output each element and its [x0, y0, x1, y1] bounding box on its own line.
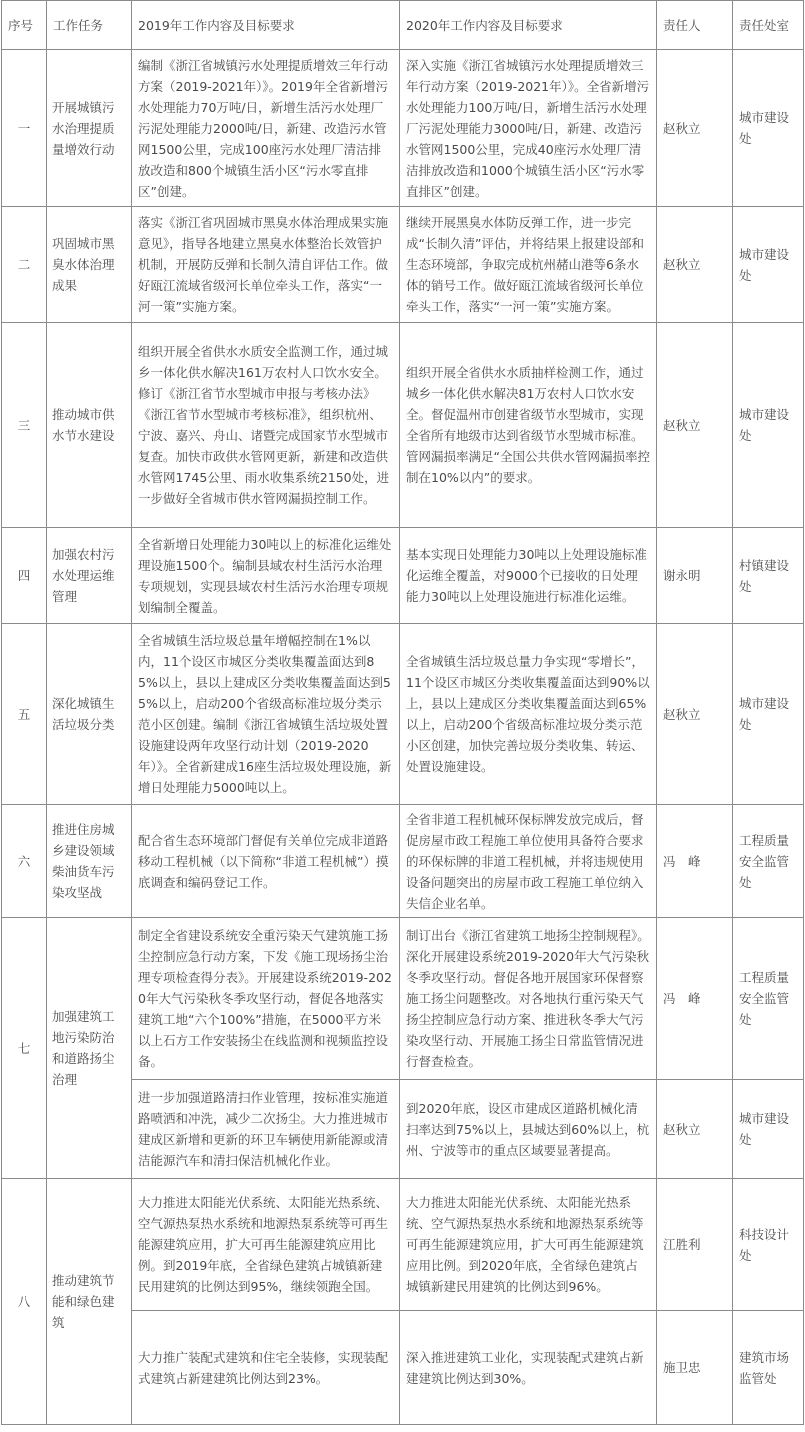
header-2019: 2019年工作内容及目标要求 [132, 1, 400, 50]
task-cell: 深化城镇生活垃圾分类 [47, 624, 132, 805]
header-seq: 序号 [2, 1, 47, 50]
person-cell: 赵秋立 [657, 50, 733, 207]
task-cell: 巩固城市黑臭水体治理成果 [47, 207, 132, 323]
table-row [2, 528, 804, 624]
person-cell: 赵秋立 [657, 323, 733, 528]
task-cell: 推进住房城乡建设领域柴油货车污染攻坚战 [47, 805, 132, 918]
content-2019-cell: 组织开展全省供水水质安全监测工作，通过城乡一体化供水解决161万农村人口饮水安全。修订《浙江省节水型城市申报与考核办法》《浙江省节水型城市考核标准》，组织杭州、宁波、嘉兴、舟山、诸暨完成国家节水型城市复查。加快市政供水管网更新，新建和改造供水管网1745公里、雨水收集系统2150处，进一步做好全省城市供水管网漏损控制工作。 [132, 323, 400, 528]
dept-cell: 城市建设处 [733, 207, 804, 323]
dept-cell: 城市建设处 [733, 50, 804, 207]
dept-cell: 工程质量安全监管处 [733, 805, 804, 918]
content-2019-cell: 全省城镇生活垃圾总量年增幅控制在1%以内，11个设区市城区分类收集覆盖面达到85%以上，县以上建成区分类收集覆盖面达到55%以上，启动200个省级高标准垃圾分类示范小区创建。编制《浙江省城镇生活垃圾处置设施建设两年攻坚行动计划（2019-2020年）》。全省新建成16座生活垃圾处理设施，新增日处理能力5000吨以上。 [132, 624, 400, 805]
person-cell: 谢永明 [657, 528, 733, 624]
task-cell: 推动建筑节能和绿色建筑 [47, 1179, 132, 1425]
dept-cell: 科技设计处 [733, 1179, 804, 1311]
content-2019-cell: 进一步加强道路清扫作业管理，按标准实施道路喷洒和冲洗，减少二次扬尘。大力推进城市建成区新增和更新的环卫车辆使用新能源或清洁能源汽车和清扫保洁机械化作业。 [132, 1080, 400, 1179]
content-2020-cell: 大力推进太阳能光伏系统、太阳能光热系统、空气源热泵热水系统和地源热泵系统等可再生能源建筑应用，扩大可再生能源建筑应用比例。到2020年底，全省绿色建筑占城镇新建民用建筑的比例达到96%。 [400, 1179, 657, 1311]
content-2019-cell: 大力推广装配式建筑和住宅全装修，实现装配式建筑占新建建筑比例达到23%。 [132, 1311, 400, 1425]
table-row [2, 918, 804, 1080]
content-2020-cell: 深入推进建筑工业化，实现装配式建筑占新建建筑比例达到30%。 [400, 1311, 657, 1425]
table-row [2, 323, 804, 528]
dept-cell: 城市建设处 [733, 1080, 804, 1179]
person-cell: 赵秋立 [657, 624, 733, 805]
content-2020-cell: 制订出台《浙江省建筑工地扬尘控制规程》。深化开展建设系统2019-2020年大气污染秋冬季攻坚行动。督促各地开展国家环保督察施工扬尘问题整改。对各地执行重污染天气扬尘控制应急行动方案、推进秋冬季大气污染攻坚行动、开展施工扬尘日常监管情况进行督查检查。 [400, 918, 657, 1080]
task-cell: 加强建筑工地污染防治和道路扬尘治理 [47, 918, 132, 1179]
person-cell: 赵秋立 [657, 207, 733, 323]
seq-cell: 三 [2, 323, 47, 528]
header-dept: 责任处室 [733, 1, 804, 50]
person-cell: 冯 峰 [657, 805, 733, 918]
content-2019-cell: 落实《浙江省巩固城市黑臭水体治理成果实施意见》，指导各地建立黑臭水体整治长效管护机制，开展防反弹和长制久清自评估工作。做好瓯江流域省级河长单位牵头工作，落实“一河一策”实施方案。 [132, 207, 400, 323]
dept-cell: 城市建设处 [733, 624, 804, 805]
work-plan-table [1, 0, 804, 1425]
content-2019-cell: 编制《浙江省城镇污水处理提质增效三年行动方案（2019-2021年）》。2019年全省新增污水处理能力70万吨/日，新增生活污水处理厂污泥处理能力2000吨/日，新建、改造污水管网1500公里，完成100座污水处理厂清洁排放改造和800个城镇生活小区“污水零直排区”创建。 [132, 50, 400, 207]
content-2020-cell: 基本实现日处理能力30吨以上处理设施标准化运维全覆盖，对9000个已接收的日处理能力30吨以上处理设施进行标准化运维。 [400, 528, 657, 624]
content-2020-cell: 全省非道工程机械环保标牌发放完成后，督促房屋市政工程施工单位使用具备符合要求的环保标牌的非道工程机械，并将违规使用设备问题突出的房屋市政工程施工单位纳入失信企业名单。 [400, 805, 657, 918]
table-row [2, 805, 804, 918]
seq-cell: 六 [2, 805, 47, 918]
table-row [2, 207, 804, 323]
table-row [2, 50, 804, 207]
task-cell: 推动城市供水节水建设 [47, 323, 132, 528]
seq-cell: 二 [2, 207, 47, 323]
content-2019-cell: 大力推进太阳能光伏系统、太阳能光热系统、空气源热泵热水系统和地源热泵系统等可再生能源建筑应用，扩大可再生能源建筑应用比例。到2019年底，全省绿色建筑占城镇新建民用建筑的比例达到95%，继续领跑全国。 [132, 1179, 400, 1311]
content-2019-cell: 制定全省建设系统安全重污染天气建筑施工扬尘控制应急行动方案，下发《施工现场扬尘治理专项检查得分表》。开展建设系统2019-2020年大气污染秋冬季攻坚行动，督促各地落实建筑工地“六个100%”措施，在5000平方米以上石方工作安装扬尘在线监测和视频监控设备。 [132, 918, 400, 1080]
person-cell: 赵秋立 [657, 1080, 733, 1179]
seq-cell: 四 [2, 528, 47, 624]
task-cell: 加强农村污水处理运维管理 [47, 528, 132, 624]
header-person: 责任人 [657, 1, 733, 50]
dept-cell: 建筑市场监管处 [733, 1311, 804, 1425]
table-row [2, 624, 804, 805]
content-2020-cell: 全省城镇生活垃圾总量力争实现“零增长”，11个设区市城区分类收集覆盖面达到90%以上，县以上建成区分类收集覆盖面达到65%以上，启动200个省级高标准垃圾分类示范小区创建，加快完善垃圾分类收集、转运、处置设施建设。 [400, 624, 657, 805]
header-2020: 2020年工作内容及目标要求 [400, 1, 657, 50]
content-2020-cell: 组织开展全省供水水质抽样检测工作，通过城乡一体化供水解决81万农村人口饮水安全。督促温州市创建省级节水型城市，实现全省所有地级市达到省级节水型城市标准。管网漏损率满足“全国公共供水管网漏损率控制在10%以内”的要求。 [400, 323, 657, 528]
seq-cell: 一 [2, 50, 47, 207]
dept-cell: 工程质量安全监管处 [733, 918, 804, 1080]
dept-cell: 村镇建设处 [733, 528, 804, 624]
seq-cell: 七 [2, 918, 47, 1179]
person-cell: 施卫忠 [657, 1311, 733, 1425]
person-cell: 江胜利 [657, 1179, 733, 1311]
content-2019-cell: 配合省生态环境部门督促有关单位完成非道路移动工程机械（以下简称“非道工程机械”）摸底调查和编码登记工作。 [132, 805, 400, 918]
content-2020-cell: 继续开展黑臭水体防反弹工作，进一步完成“长制久清”评估，并将结果上报建设部和生态环境部，争取完成杭州赭山港等6条水体的销号工作。做好瓯江流域省级河长单位牵头工作，落实“一河一策”实施方案。 [400, 207, 657, 323]
seq-cell: 五 [2, 624, 47, 805]
task-cell: 开展城镇污水治理提质量增效行动 [47, 50, 132, 207]
seq-cell: 八 [2, 1179, 47, 1425]
content-2020-cell: 到2020年底，设区市建成区道路机械化清扫率达到75%以上，县城达到60%以上，杭州、宁波等市的重点区域要显著提高。 [400, 1080, 657, 1179]
table-row [2, 1179, 804, 1311]
content-2019-cell: 全省新增日处理能力30吨以上的标准化运维处理设施1500个。编制县域农村生活污水治理专项规划，实现县域农村生活污水治理专项规划编制全覆盖。 [132, 528, 400, 624]
content-2020-cell: 深入实施《浙江省城镇污水处理提质增效三年行动方案（2019-2021年）》。全省新增污水处理能力100万吨/日，新增生活污水处理厂污泥处理能力3000吨/日，新建、改造污水管网1500公里，完成40座污水处理厂清洁排放改造和1000个城镇生活小区“污水零直排区”创建。 [400, 50, 657, 207]
dept-cell: 城市建设处 [733, 323, 804, 528]
header-task: 工作任务 [47, 1, 132, 50]
person-cell: 冯 峰 [657, 918, 733, 1080]
table-header-row [2, 1, 804, 50]
